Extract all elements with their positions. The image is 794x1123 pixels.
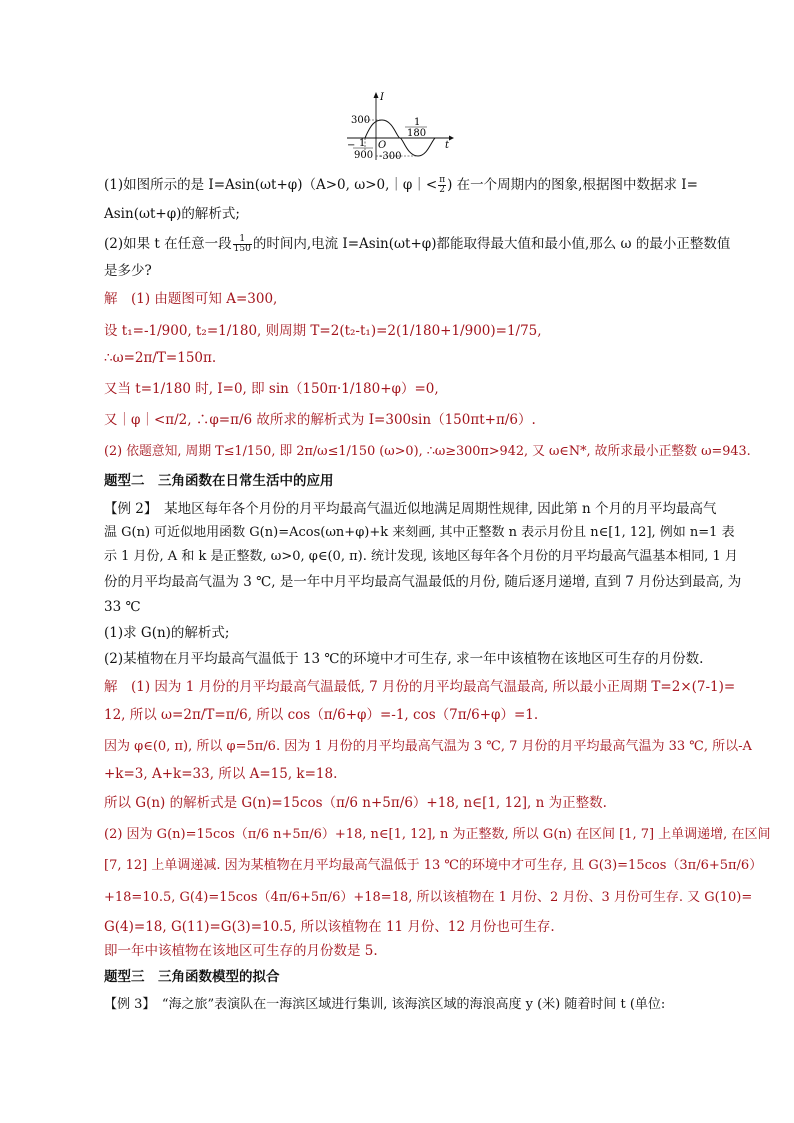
t-axis-label: t (445, 140, 450, 151)
origin-label: O (378, 140, 387, 151)
y-pos-tick: 300 (351, 115, 371, 126)
sol2-line1: 解 (1) 因为 1 月份的月平均最高气温最低, 7 月份的月平均最高气温最高, 所以最小正周期 T=2×(7-1)= (104, 679, 736, 695)
ex3-line1: 【例 3】 “海之旅”表演队在一海滨区域进行集训, 该海滨区域的海浪高度 y (米) 随着时间 t (单位: (104, 997, 666, 1012)
heading-type3: 题型三 三角函数模型的拟合 (104, 969, 280, 985)
sol1-line6: (2) 依题意知, 周期 T≤1/150, 即 2π/ω≤1/150 (ω>0), ∴ω≥300π>942, 又 ω∈N*, 故所求最小正整数 ω=943. (104, 444, 751, 459)
left-frac-den: 900 (354, 150, 374, 161)
q1-line2: Asin(ωt+φ)的解析式; (104, 206, 240, 222)
sol2-line7: [7, 12] 上单调递减. 因为某植物在月平均最高气温低于 13 ℃的环境中才可生存, 且 G(3)=15cos（3π/6+5π/6） (104, 858, 763, 873)
sol2-line9: G(4)=18, G(11)=G(3)=10.5, 所以该植物在 11 月份、12 月份也可生存. (104, 919, 555, 935)
sol2-line10: 即一年中该植物在该地区可生存的月份数是 5. (104, 943, 378, 959)
t-axis-arrow (449, 136, 454, 141)
sol2-line8: +18=10.5, G(4)=15cos（4π/6+5π/6）+18=18, 所以该植物在 1 月份、2 月份、3 月份可生存. 又 G(10)= (104, 890, 753, 905)
sol1-line5: 又｜φ｜<π/2, ∴φ=π/6 故所求的解析式为 I=300sin（150πt+π/6）. (104, 412, 536, 428)
sol1-line1: 解 (1) 由题图可知 A=300, (104, 291, 278, 307)
i-axis-label: I (380, 92, 384, 103)
ex2-q2: (2)某植物在月平均最高气温低于 13 ℃的环境中才可生存, 求一年中该植物在该地区可生存的月份数. (104, 651, 704, 667)
ex2-line1: 【例 2】 某地区每年各个月份的月平均最高气温近似地满足周期性规律, 因此第 n 个月的月平均最高气 (104, 501, 717, 517)
ex2-line4: 份的月平均最高气温为 3 ℃, 是一年中月平均最高气温最低的月份, 随后逐月递增, 直到 7 月份达到最高, 为 (104, 574, 742, 590)
sol1-line2: 设 t₁=-1/900, t₂=1/180, 则周期 T=2(t₂-t₁)=2(1/180+1/900)=1/75, (104, 323, 542, 339)
q2-line1: (2)如果 t 在任意一段 $\frac{1}{150}$ 的时间内,电流 I=Asin(ωt+φ)都能取得最大值和最小值,那么 ω 的最小正整数值 (104, 234, 731, 254)
ex2-q1: (1)求 G(n)的解析式; (104, 625, 230, 641)
sol2-line5: 所以 G(n) 的解析式是 G(n)=15cos（π/6 n+5π/6）+18, n∈[1, 12], n 为正整数. (104, 795, 607, 811)
sol1-line4: 又当 t=1/180 时, I=0, 即 sin（150π·1/180+φ）=0, (104, 381, 439, 397)
q2-line2: 是多少? (104, 263, 152, 279)
y-neg-tick: -300 (379, 151, 402, 162)
sol2-line6: (2) 因为 G(n)=15cos（π/6 n+5π/6）+18, n∈[1, 12], n 为正整数, 所以 G(n) 在区间 [1, 7] 上单调递增, 在区间 (104, 827, 771, 842)
ex2-line3: 示 1 月份, A 和 k 是正整数, ω>0, φ∈(0, π). 统计发现, 该地区每年各个月份的月平均最高气温基本相同, 1 月 (104, 549, 738, 564)
ex2-line5: 33 ℃ (104, 599, 141, 615)
left-frac-sign: − (347, 140, 356, 151)
sol2-line2: 12, 所以 ω=2π/T=π/6, 所以 cos（π/6+φ）=-1, cos（7π/6+φ）=1. (104, 707, 539, 723)
sol1-line3: ∴ω=2π/T=150π. (104, 350, 217, 366)
left-frac-num: 1 (359, 138, 366, 149)
sol2-line3: 因为 φ∈(0, π), 所以 φ=5π/6. 因为 1 月份的月平均最高气温为 3 ℃, 7 月份的月平均最高气温为 33 ℃, 所以-A (104, 739, 752, 754)
right-frac-num: 1 (414, 117, 421, 128)
sol2-line4: +k=3, A+k=33, 所以 A=15, k=18. (104, 766, 338, 782)
heading-type2: 题型二 三角函数在日常生活中的应用 (104, 473, 334, 489)
q1-line1: (1)如图所示的是 I=Asin(ωt+φ)（A>0, ω>0,｜φ｜< $\frac{\pi}{2}$ ) 在一个周期内的图象,根据图中数据求 I= (104, 175, 698, 195)
ex2-line2: 温 G(n) 可近似地用函数 G(n)=Acos(ωn+φ)+k 来刻画, 其中正整数 n 表示月份且 n∈[1, 12], 例如 n=1 表 (104, 525, 735, 540)
sine-graph (345, 90, 455, 162)
i-axis-arrow (374, 92, 379, 98)
right-frac-den: 180 (407, 128, 427, 139)
